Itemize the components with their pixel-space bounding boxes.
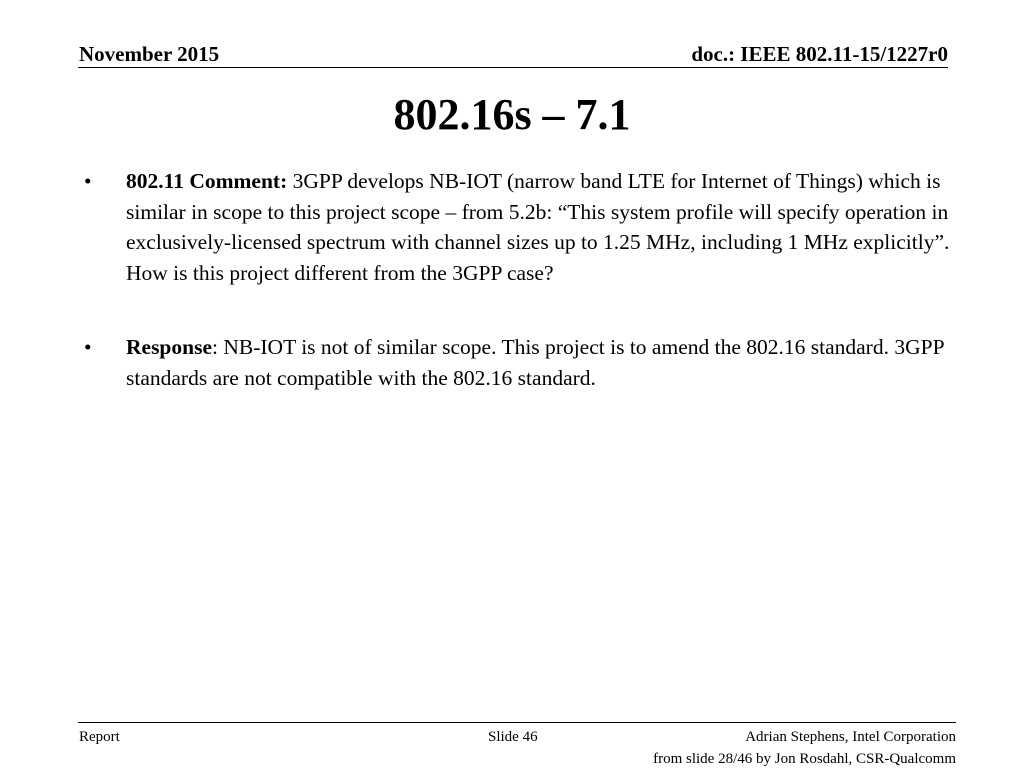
header-date: November 2015 [79,42,220,66]
bullet-marker: • [84,335,92,359]
bullet-label: Response [126,335,213,359]
bullet-item-comment [82,166,952,288]
footer-divider [78,722,956,723]
bullet-marker: • [84,169,92,193]
footer-author: Adrian Stephens, Intel Corporation [745,729,956,745]
bullet-text [126,332,952,393]
bullet-body: : NB-IOT is not of similar scope. This project is to amend the 802.16 standard. 3GPP standards are not compatible with the 802.16 standard. [126,335,944,390]
footer-source-note: from slide 28/46 by Jon Rosdahl, CSR-Qualcomm [653,751,956,767]
footer-slide-number: Slide 46 [488,729,538,745]
bullet-label: 802.11 Comment: [126,169,288,193]
bullet-list [82,166,952,393]
bullet-item-response [82,332,952,393]
bullet-text [126,166,952,288]
slide-title: 802.16s – 7.1 [393,90,631,139]
header-divider [78,67,948,68]
bullet-body: 3GPP develops NB-IOT (narrow band LTE for Internet of Things) which is similar in scope to this project scope – from 5.2b: “This system profile will specify operation in exclusively-licensed spectrum with channel sizes up to 1.25 MHz, including 1 MHz explicitly”. How is this project different from the 3GPP case? [126,169,950,285]
header-doc-id: doc.: IEEE 802.11-15/1227r0 [691,42,948,66]
footer-report-label: Report [79,729,120,745]
